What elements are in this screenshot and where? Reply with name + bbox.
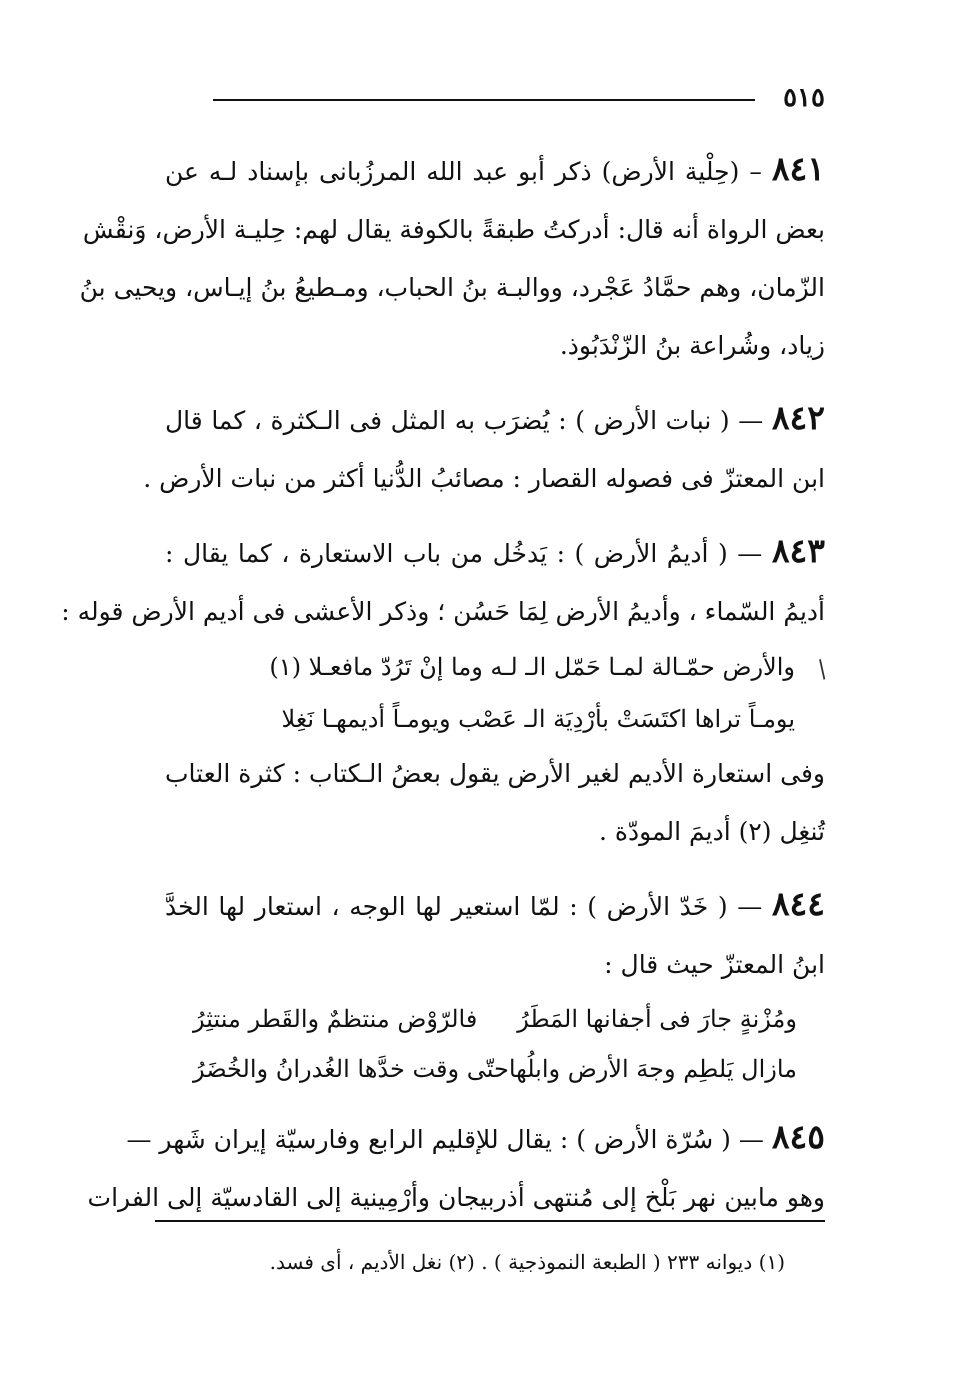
entry-842 — [143, 389, 825, 508]
footnote-rule — [155, 1220, 825, 1222]
header-rule — [213, 99, 755, 101]
entry-text: — ( نبات الأرض ) : يُضرَب به المثل فى الـكثرة ، كما قال — [165, 406, 764, 435]
entry-line — [165, 140, 825, 201]
hemistich-second: فالرّوْض منتظمٌ والقَطر منتثِرُ — [193, 1005, 478, 1033]
entry-845 — [87, 1108, 825, 1227]
entry-number: ٨٤٤ — [771, 884, 825, 923]
entry-line — [165, 389, 825, 450]
entry-line: وفى استعارة الأديم لغير الأرض يقول بعضُ الـكتاب : كثرة العتاب — [165, 759, 825, 788]
entry-line: ابن المعتزّ فى فصوله القصار : مصائبُ الدُّنيا أكثر من نبات الأرض . — [143, 464, 825, 493]
entry-number: ٨٤٥ — [771, 1117, 825, 1156]
poem-couplet — [165, 1044, 825, 1094]
entry-number: ٨٤١ — [771, 149, 825, 188]
hemistich-first: ومُزْنةٍ جارَ فى أجفانها المَطَرُ — [517, 1005, 797, 1033]
entry-line — [126, 1108, 825, 1169]
entry-line: وهو مابين نهر بَلْخ إلى مُنتهى أذربيجان وأرْمِينية إلى القادسيّة إلى الفرات — [87, 1183, 825, 1212]
page-number: ٥١٥ — [783, 83, 825, 113]
entry-line: ابنُ المعتزّ حيث قال : — [604, 950, 825, 979]
entry-line — [165, 875, 825, 936]
footnotes: (١) ديوانه ٢٣٣ ( الطبعة النموذجية ) . (٢) نغل الأديم ، أى فسد. — [269, 1250, 785, 1274]
entry-line — [165, 522, 825, 583]
entry-text: — ( أديمُ الأرض ) : يَدخُل من باب الاستعارة ، كما يقال : — [165, 539, 763, 568]
poem-couplet — [165, 994, 825, 1044]
entry-text: — ( خَدّ الأرض ) : لمّا استعير لها الوجه ، استعار لها الخدَّ — [165, 892, 763, 921]
page-body — [61, 140, 825, 1241]
entry-text: — ( سُرّة الأرض ) : يقال للإقليم الرابع وفارسيّة إيران شَهر — — [126, 1125, 764, 1154]
entry-841 — [79, 140, 825, 375]
entry-843 — [61, 522, 825, 861]
entry-line: تُنغِل (٢) أديمَ المودّة . — [598, 817, 825, 846]
poem-verse: والأرض حمّـالة لمـا حَمّل الـ لـه وما إنْ تَرُدّ مافعـلا (١) — [269, 653, 795, 681]
entry-number: ٨٤٣ — [771, 531, 825, 570]
poem-verse: يومـاً تراها اكتَسَتْ بأرْدِيَة الـ عَصْب ويومـاً أديمهـا نَغِلا — [281, 705, 795, 733]
entry-line: زياد، وشُراعة بنُ الزّنْدَبُوذ. — [559, 331, 825, 360]
entry-text: – (حِلْية الأرض) ذكر أبو عبد الله المرزُبانى بإسناد لـه عن — [165, 157, 762, 186]
entry-line: بعض الرواة أنه قال: أدركتُ طبقةً بالكوفة يقال لهم: حِليـة الأرض، وَنقْش — [82, 215, 825, 244]
entry-line: أديمُ السّماء ، وأديمُ الأرض لِمَا حَسُن ؛ وذكر الأعشى فى أديم الأرض قوله : — [61, 597, 825, 626]
margin-pencil-mark: / — [811, 654, 833, 684]
entry-number: ٨٤٢ — [771, 398, 825, 437]
hemistich-first: مازال يَلطِم وجهَ الأرض وابلُها — [508, 1055, 797, 1083]
page-header — [165, 78, 825, 118]
hemistich-second: حتّى وقت خدَّها الغُدرانُ والخُضَرُ — [193, 1055, 509, 1083]
entry-844 — [165, 875, 825, 1094]
entry-line: الزّمان، وهم حمَّادُ عَجْرد، ووالبـة بنُ الحباب، ومـطيعُ بنُ إيـاس، ويحيى بنُ — [79, 273, 825, 302]
